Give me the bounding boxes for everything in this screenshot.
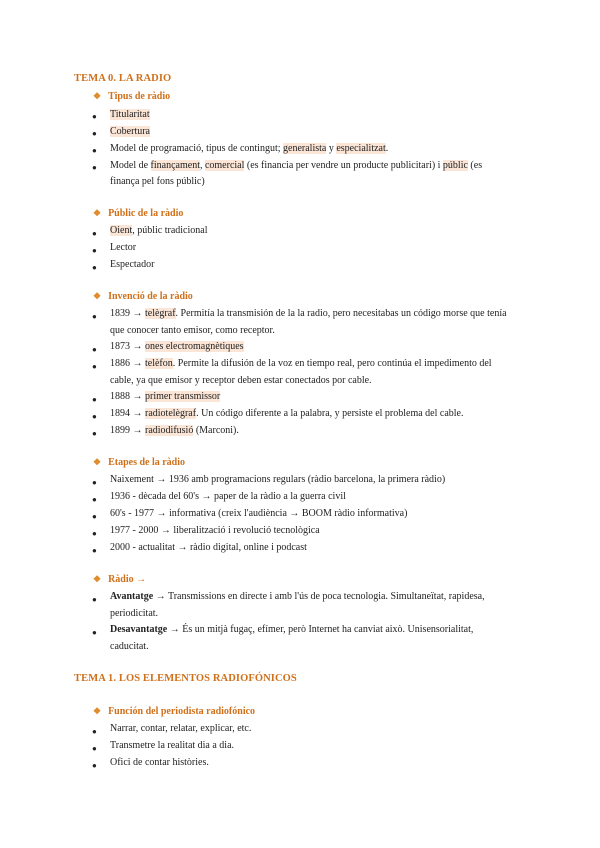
disc-bullet-icon: ● (92, 529, 97, 538)
disc-bullet-icon: ● (92, 595, 97, 604)
section-title: TEMA 1. LOS ELEMENTOS RADIOFÓNICOS (74, 673, 297, 684)
disc-bullet-icon: ● (92, 429, 97, 438)
disc-bullet-icon: ● (92, 362, 97, 371)
diamond-bullet-icon: ❖ (93, 706, 102, 716)
list-item-continuation: caducitat. (110, 641, 149, 652)
disc-bullet-icon: ● (92, 727, 97, 736)
disc-bullet-icon: ● (92, 412, 97, 421)
disc-bullet-icon: ● (92, 395, 97, 404)
list-item: Ofici de contar històries. (110, 757, 209, 768)
disc-bullet-icon: ● (92, 546, 97, 555)
list-item-continuation: cable, ya que emisor y receptor deben estar conectados por cable. (110, 375, 372, 386)
disc-bullet-icon: ● (92, 112, 97, 121)
subsection-heading: ❖ Públic de la ràdio (93, 208, 184, 219)
list-item: Transmetre la realitat dia a dia. (110, 740, 235, 751)
section-title: TEMA 0. LA RADIO (74, 73, 172, 84)
disc-bullet-icon: ● (92, 628, 97, 637)
list-item: Narrar, contar, relatar, explicar, etc. (110, 723, 252, 734)
subsection-heading: ❖ Tipus de ràdio (93, 91, 171, 102)
list-item: Model de finançament, comercial (es financia per vendre un producte publicitari) i públic (es (110, 160, 483, 171)
disc-bullet-icon: ● (92, 246, 97, 255)
diamond-bullet-icon: ❖ (93, 457, 102, 467)
disc-bullet-icon: ● (92, 478, 97, 487)
list-item: 1899 → radiodifusió (Marconi). (110, 425, 239, 436)
disc-bullet-icon: ● (92, 495, 97, 504)
list-item: 1977 - 2000 → liberalització i revolució tecnològica (110, 525, 320, 536)
list-item: 1839 → telègraf. Permitía la transmisión de la la radio, pero necesitabas un código morse que tenía (110, 308, 507, 319)
list-item-continuation: finança pel fons públic) (110, 176, 205, 187)
list-item: Desavantatge → És un mitjà fugaç, efímer, però Internet ha canviat això. Unisensorialitat, (110, 624, 474, 635)
list-item: Avantatge → Transmissions en directe i amb l'ús de poca tecnologia. Simultaneïtat, rapidesa, (110, 591, 485, 602)
list-item-continuation: que conocer tanto emisor, como receptor. (110, 325, 275, 336)
list-item: 1886 → telèfon. Permite la difusión de la voz en tiempo real, pero continúa el impedimento del (110, 358, 492, 369)
list-item: 1894 → radiotelègraf. Un código diferente a la palabra, y persiste el problema del cable. (110, 408, 464, 419)
list-item-continuation: periodicitat. (110, 608, 159, 619)
subsection-heading: ❖ Función del periodista radiofónico (93, 706, 256, 717)
list-item: 1888 → primer transmissor (110, 391, 221, 402)
list-item: 2000 - actualitat → ràdio digital, online i podcast (110, 542, 307, 553)
list-item: 1873 → ones electromagnètiques (110, 341, 244, 352)
subsection-heading: ❖ Ràdio → (93, 574, 147, 585)
list-item: Naixement → 1936 amb programacions regulars (ràdio barcelona, la primera ràdio) (110, 474, 446, 485)
disc-bullet-icon: ● (92, 744, 97, 753)
disc-bullet-icon: ● (92, 512, 97, 521)
diamond-bullet-icon: ❖ (93, 91, 102, 101)
diamond-bullet-icon: ❖ (93, 208, 102, 218)
subsection-heading: ❖ Etapes de la ràdio (93, 457, 186, 468)
disc-bullet-icon: ● (92, 146, 97, 155)
disc-bullet-icon: ● (92, 163, 97, 172)
disc-bullet-icon: ● (92, 129, 97, 138)
list-item: Cobertura (110, 126, 150, 137)
list-item: Lector (110, 242, 137, 253)
disc-bullet-icon: ● (92, 229, 97, 238)
list-item: Titularitat (110, 109, 150, 120)
list-item: Oient, públic tradicional (110, 225, 208, 236)
list-item: 1936 - dècada del 60's → paper de la ràdio a la guerra civil (110, 491, 346, 502)
subsection-heading: ❖ Invenció de la ràdio (93, 291, 193, 302)
disc-bullet-icon: ● (92, 761, 97, 770)
list-item: 60's - 1977 → informativa (creix l'audiència → BOOM ràdio informativa) (110, 508, 408, 519)
disc-bullet-icon: ● (92, 312, 97, 321)
diamond-bullet-icon: ❖ (93, 574, 102, 584)
list-item: Model de programació, tipus de contingut; generalista y especialitzat. (110, 143, 389, 154)
list-item: Espectador (110, 259, 155, 270)
disc-bullet-icon: ● (92, 263, 97, 272)
diamond-bullet-icon: ❖ (93, 291, 102, 301)
disc-bullet-icon: ● (92, 345, 97, 354)
